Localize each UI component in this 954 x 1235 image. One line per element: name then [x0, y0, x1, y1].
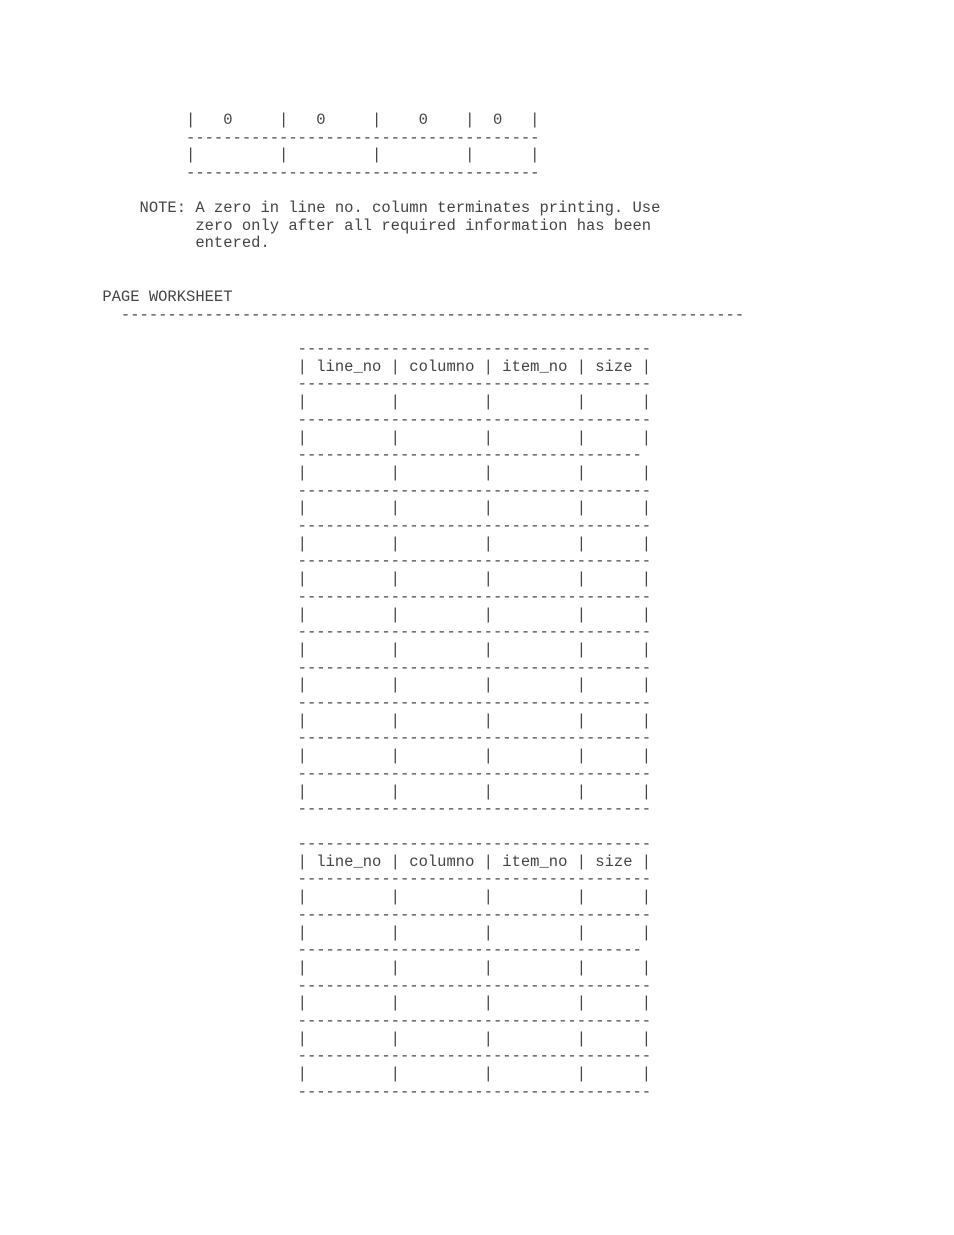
- note-text: NOTE: A zero in line no. column terminates printing. Use zero only after all required information has been entered.: [139, 199, 661, 253]
- table-fragment: | 0 | 0 | 0 | 0 | -------------------------------------- | | | | | --------------------------------------: [186, 111, 540, 183]
- section-heading-page-worksheet: PAGE WORKSHEET -------------------------------------------------------------------: [102, 288, 745, 324]
- worksheet-table: -------------------------------------- | line_no | columno | item_no | size | -------------------------------------- | | | | | -------------------------------------- | | | | | ------------------------------------- | | | | | -------------------------------------- | | | | | -------------------------------------- | | | | | -------------------------------------- | | | | | -------------------------------------- | | | | | -------------------------------------- | | | | | -------------------------------------- | | | | | -------------------------------------- | | | | | -------------------------------------- | | | | | -------------------------------------- | | | | | --------------------------------------: [297, 340, 652, 819]
- worksheet-table: -------------------------------------- | line_no | columno | item_no | size | -------------------------------------- | | | | | -------------------------------------- | | | | | ------------------------------------- | | | | | -------------------------------------- | | | | | -------------------------------------- | | | | | -------------------------------------- | | | | | --------------------------------------: [297, 835, 652, 1101]
